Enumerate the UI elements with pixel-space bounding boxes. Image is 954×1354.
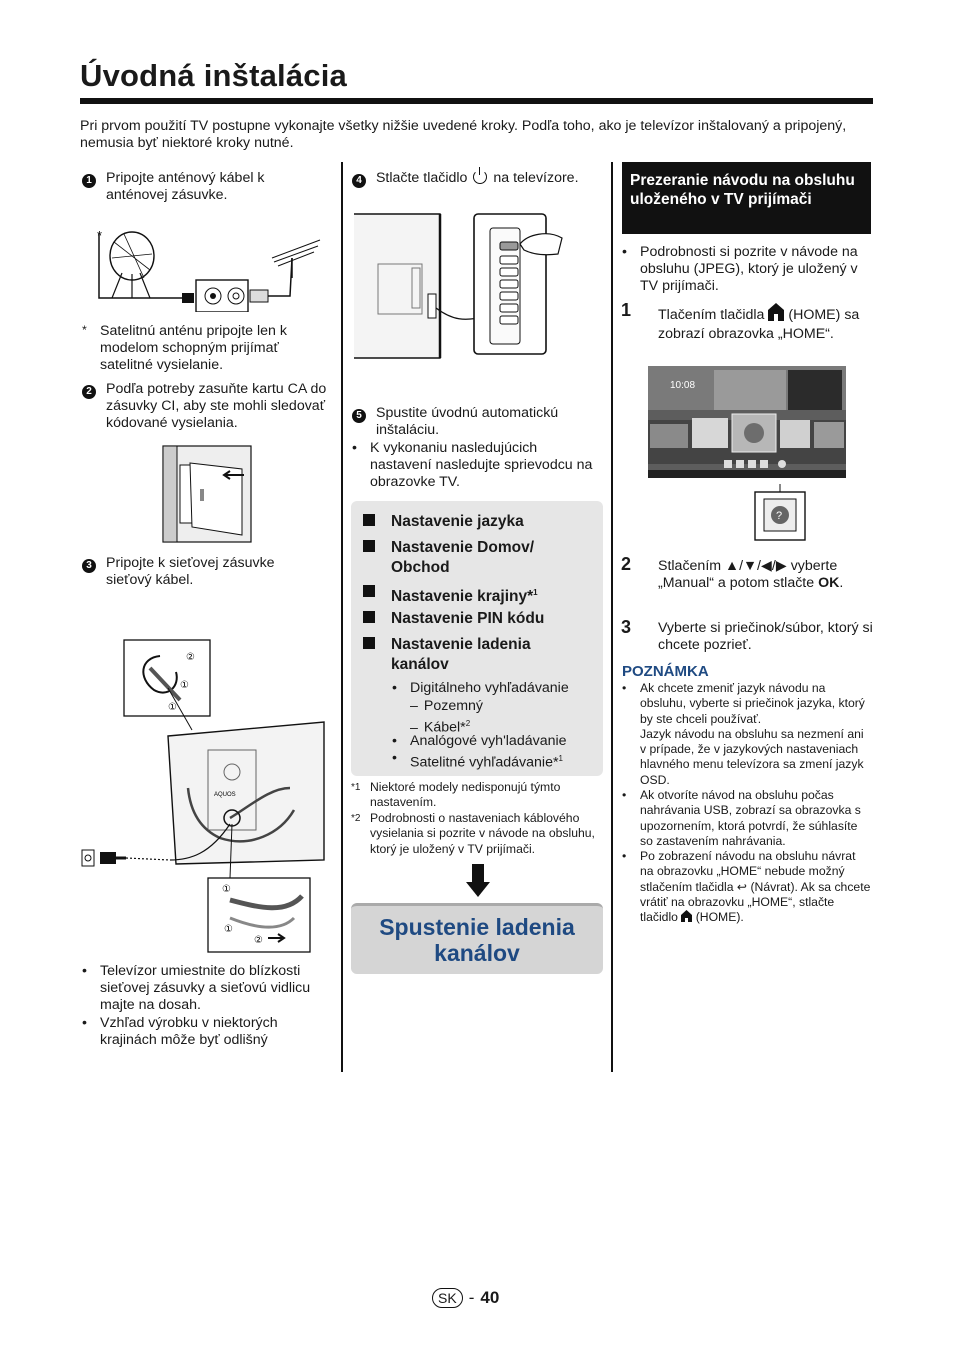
footnote-1-mark: *1 <box>351 782 361 793</box>
manual-step-2: Stlačením ▲/▼/◀/▶ vyberte „Manual“ a potom stlačte OK. <box>658 558 844 591</box>
svg-text:*: * <box>97 228 103 243</box>
manual-step-2-number: 2 <box>621 554 632 574</box>
start-tuning-label: Spustenie ladenia kanálov <box>379 914 575 966</box>
tuning-satellite: • Satelitné vyhľadávanie*$^1$ <box>410 750 600 772</box>
settings-item-5: Nastavenie ladenia kanálov <box>391 636 531 673</box>
step-4-text-b: na televízore. <box>493 170 579 186</box>
step-5-bullet: • K vykonaniu nasledujúcich nastavení nasledujte sprievodcu na obrazovke TV. <box>370 440 598 491</box>
fig-label-2a: ② <box>186 652 195 663</box>
square-bullet-1 <box>363 514 375 526</box>
note-star: * <box>82 323 87 337</box>
tuning-digital: • Digitálneho vyhľadávanie <box>410 680 600 697</box>
step-5-text: Spustite úvodnú automatickú inštaláciu. <box>376 405 559 438</box>
square-bullet-3 <box>363 585 375 597</box>
return-icon: ↩ <box>736 879 748 894</box>
manual-bullet: • Podrobnosti si pozrite v návode na obsluhu (JPEG), ktorý je uložený v TV prijímači. <box>640 244 865 295</box>
home-icon <box>768 303 784 326</box>
step-5-number: 5 <box>352 409 366 423</box>
col1-bullet-1: • Televízor umiestnite do blízkosti sieťovej zásuvky a sieťovú vidlicu majte na dosah. <box>100 963 330 1014</box>
tuning-cable: – Kábel*$^2$ <box>410 719 471 736</box>
fig-label-1c: ① <box>222 884 231 895</box>
manual-step-3: Vyberte si priečinok/súbor, ktorý si chcete pozrieť. <box>658 620 873 653</box>
down-arrow-icon <box>466 864 490 898</box>
page-separator: - <box>468 1288 475 1307</box>
page-number: 40 <box>480 1288 500 1307</box>
step-3-text: Pripojte k sieťovej zásuvke sieťový kábel. <box>106 555 275 588</box>
note-heading: POZNÁMKA <box>622 663 709 680</box>
settings-item-4: Nastavenie PIN kódu <box>391 610 545 627</box>
fig-label-1a: ① <box>180 680 189 691</box>
footnote-2: Podrobnosti o nastaveniach káblového vysielania si pozrite v návode na obsluhu, ktorý je uložený v TV prijímači. <box>370 811 595 856</box>
step-2-number: 2 <box>82 385 96 399</box>
step-4-text-a: Stlačte tlačidlo <box>375 170 468 186</box>
step-1 <box>82 170 332 203</box>
step-1-text: Pripojte anténový kábel k anténovej zásuvke. <box>106 170 265 203</box>
manual-step-1-number: 1 <box>621 300 632 320</box>
page-footer <box>432 1288 499 1308</box>
column-divider-1 <box>341 162 343 1072</box>
col1-bullet-2: • Vzhľad výrobku v niektorých krajinách môže byť odlišný <box>100 1015 330 1049</box>
manual-section-header: Prezeranie návodu na obsluhu uloženého v TV prijímači <box>622 162 871 234</box>
step-2 <box>82 381 332 431</box>
home-screen-figure <box>648 366 846 478</box>
ca-card-figure <box>160 443 254 545</box>
settings-item-1: Nastavenie jazyka <box>391 513 524 530</box>
step-4 <box>352 170 602 188</box>
tv-power-figure <box>352 208 564 368</box>
square-bullet-2 <box>363 540 375 552</box>
language-badge: SK <box>432 1288 463 1308</box>
fig-label-2b: ② <box>254 935 263 946</box>
page-title: Úvodná inštalácia <box>80 58 347 93</box>
tv-logo: AQUOS <box>214 792 236 798</box>
settings-item-3: Nastavenie krajiny*$^1$ <box>391 588 538 606</box>
power-cable-figure <box>80 638 332 956</box>
power-icon <box>473 170 487 184</box>
note-2: • Ak otvoríte návod na obsluhu počas nahrávania USB, zobrazí sa obrazovka s upozornením, ktorá potvrdí, že súhlasíte so zastavením nahrávania. <box>640 788 872 849</box>
svg-text:?: ? <box>776 510 783 522</box>
step-2-text: Podľa potreby zasuňte kartu CA do zásuvky CI, aby ste mohli sledovať kódované vysielania. <box>106 381 327 431</box>
step-4-number: 4 <box>352 174 366 188</box>
step-3 <box>82 555 332 588</box>
column-divider-2 <box>611 162 613 1072</box>
square-bullet-5 <box>363 637 375 649</box>
fig-label-1d: ① <box>224 924 233 935</box>
square-bullet-4 <box>363 611 375 623</box>
note-satellite: Satelitnú anténu pripojte len k modelom schopným prijímať satelitné vysielanie. <box>100 323 287 373</box>
title-rule <box>80 98 873 104</box>
settings-item-2: Nastavenie Domov/ Obchod <box>391 539 534 576</box>
note-1: • Ak chcete zmeniť jazyk návodu na obsluhu, vyberte si priečinok jazyka, ktorý by ste chceli používať. Jazyk návodu na obsluhu sa nezmení ani v prípade, že v jazykových nastaveniach hlavného menu televízora sa zmení jazyk OSD. <box>640 681 872 788</box>
step-5 <box>352 405 602 438</box>
step-3-number: 3 <box>82 559 96 573</box>
step-1-number: 1 <box>82 174 96 188</box>
fig-label-1b: ① <box>168 702 177 713</box>
tuning-analog: • Analógové vyh'ladávanie <box>410 733 600 750</box>
note-3: • Po zobrazení návodu na obsluhu návrat na obrazovku „HOME“ nebude možný stlačením tlačidla ↩ (Návrat). Ak sa chcete vrátiť na obrazovku „HOME“, stlačte tlačidlo (HOME). <box>640 849 872 926</box>
ok-label: OK <box>818 575 840 591</box>
start-tuning-banner <box>351 903 603 974</box>
intro-text: Pri prvom použití TV postupne vykonajte všetky nižšie uvedené kroky. Podľa toho, ako je televízor inštalovaný a pripojený, nemusia byť niektoré kroky nutné. <box>80 118 847 151</box>
manual-step-1: Tlačením tlačidla (HOME) sa zobrazí obrazovka „HOME“. <box>658 303 873 343</box>
manual-step-3-number: 3 <box>621 617 632 637</box>
home-icon-small <box>681 910 692 926</box>
tuning-terrestrial: – Pozemný <box>410 698 484 714</box>
footnote-1: Niektoré modely nedisponujú týmto nastavením. <box>370 780 561 810</box>
manual-icon-figure <box>754 484 806 542</box>
screen-time: 10:08 <box>670 380 696 391</box>
antenna-figure <box>94 218 330 312</box>
footnote-2-mark: *2 <box>351 813 361 824</box>
